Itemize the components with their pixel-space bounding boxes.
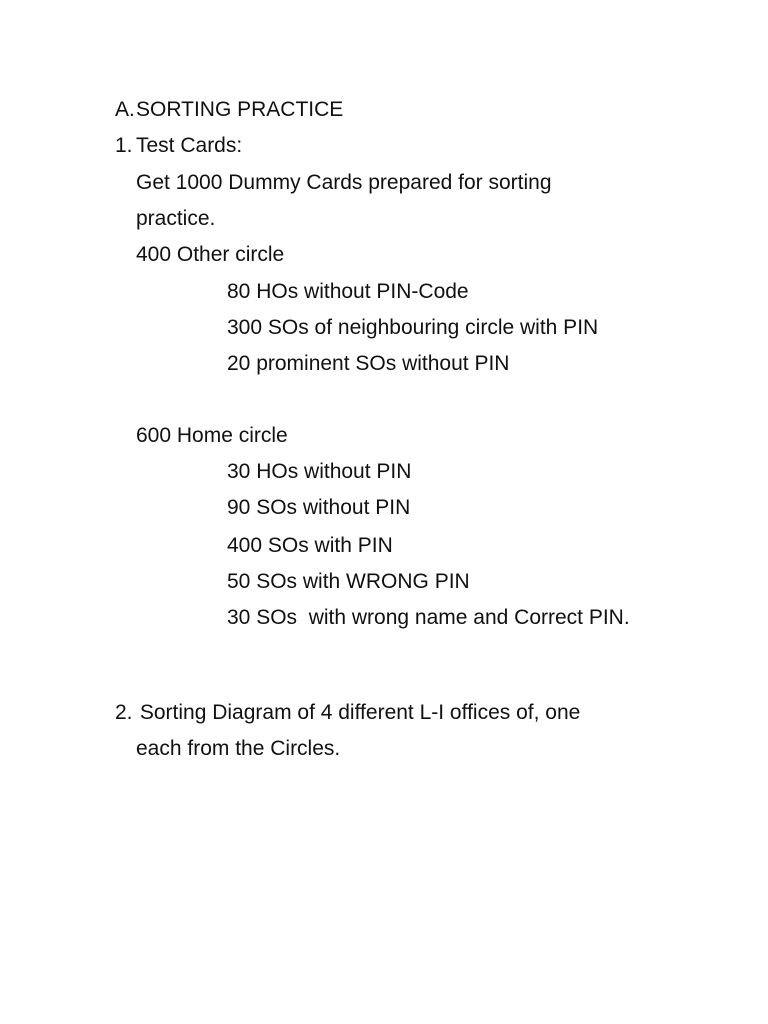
home-circle-item: 400 SOs with PIN: [227, 534, 393, 557]
other-circle-label: 400 Other circle: [136, 243, 285, 266]
section-marker: A.: [115, 98, 135, 121]
home-circle-label: 600 Home circle: [136, 424, 288, 447]
home-circle-item: 90 SOs without PIN: [227, 496, 411, 519]
section-title: SORTING PRACTICE: [136, 98, 344, 121]
home-circle-item: 30 HOs without PIN: [227, 460, 412, 483]
other-circle-item: 300 SOs of neighbouring circle with PIN: [227, 316, 599, 339]
item1-intro-line2: practice.: [136, 207, 216, 230]
item2-line2: each from the Circles.: [136, 737, 341, 760]
item1-heading: Test Cards:: [136, 134, 243, 157]
other-circle-item: 80 HOs without PIN-Code: [227, 280, 469, 303]
item2-marker: 2.: [115, 701, 133, 724]
item2-line1: Sorting Diagram of 4 different L-I offices of, one: [134, 701, 581, 724]
item1-intro-line1: Get 1000 Dummy Cards prepared for sorting: [136, 171, 552, 194]
home-circle-item: 30 SOs with wrong name and Correct PIN.: [227, 606, 630, 629]
other-circle-item: 20 prominent SOs without PIN: [227, 352, 510, 375]
home-circle-item: 50 SOs with WRONG PIN: [227, 570, 470, 593]
item1-marker: 1.: [115, 134, 133, 157]
